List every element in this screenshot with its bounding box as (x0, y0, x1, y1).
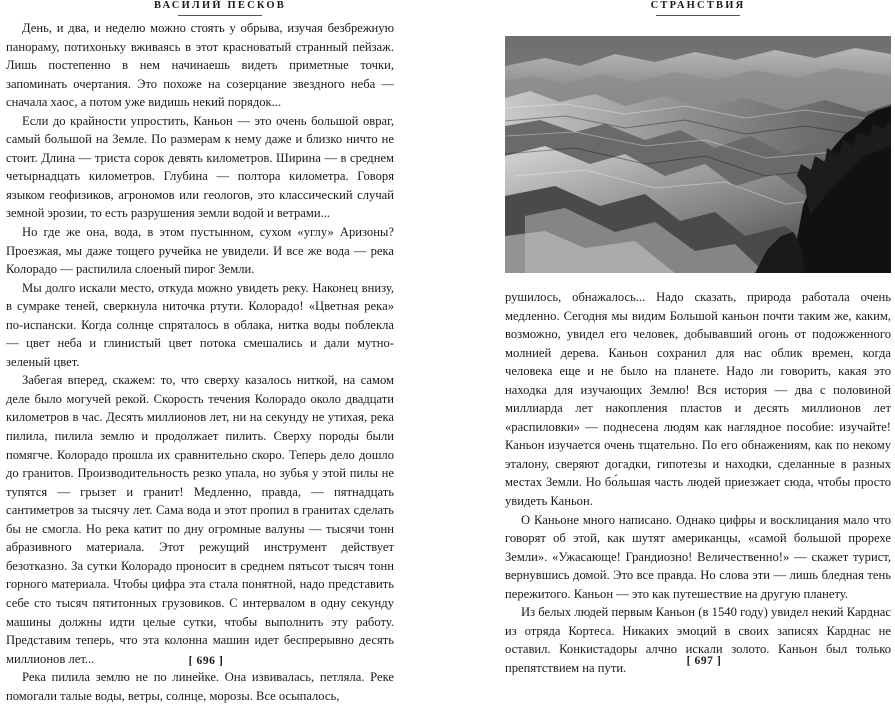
paragraph: О Каньоне много написано. Однако цифры и восклицания мало что говорят об этой, как шутят американцы, «самой большой прорехе Земли». «Ужасающе! Грандиозно! Величественно!» — скажет турист, вернувшись домой. Это все правда. Но слова эти — лишь бледная тень пережитого. Каньон — это как путешествие на другую планету. (505, 512, 891, 601)
paragraph: Река пилила землю не по линейке. Она извивалась, петляла. Реке помогали талые воды, ветры, солнце, морозы. Все осыпалось, (6, 670, 394, 703)
running-head-rule (656, 15, 740, 16)
running-head-text: ВАСИЛИЙ ПЕСКОВ (153, 0, 286, 11)
page-number: [ 696 ] (188, 655, 224, 667)
paragraph: рушилось, обнажалось... Надо сказать, природа работала очень медленно. Сегодня мы видим Большой каньон почти таким же, каким, возможно, увидел его человек, добывавший огонь от подожженного молнией дерева. Каньон сохранил для нас облик времен, когда человека еще и не было на планете. Надо ли говорить, какая это находка для изучающих Землю! Вся история — два с половиной миллиарда лет накопления пластов и десять миллионов лет «распиловки» — поднесена людям как наглядное пособие: изучайте! Каньон изучается очень тщательно. По его обнажениям, как по некому эталону, сверяют догадки, гипотезы и находки, сделанные в разных местах Земли. Но бо́льшая часть людей приезжает сюда, чтобы просто увидеть Каньон. (505, 290, 891, 509)
left-page-text (6, 19, 394, 705)
page-number: [ 697 ] (686, 655, 722, 667)
running-head-section (505, 0, 891, 14)
paragraph: Забегая вперед, скажем: то, что сверху казалось ниткой, на самом деле было могучей рекой. Скорость течения Колорадо около двадцати километров в час. Десять миллионов лет, ни на секунду не утихая, река пилила, пилила землю и продолжает пилить. Сверху породы были помягче. Колорадо прошла их сравнительно скоро. Теперь дело дошло до гранитов. Производительность резко упала, но зубья у этой пилы не тупятся — грызет и гранит! Медленно, правда, — пятнадцать сантиметров за тысячу лет. Сама вода и этот пропил в гранитах сделать бы не смогла. Но река катит по дну огромные валуны — тысячи тонн абразивного материала. Этот режущий инструмент действует безотказно. За сутки Колорадо проносит в среднем пятьсот тысяч тонн горного материала. Чтобы цифра эта стала понятной, надо представить себе сто тысяч пятитонных грузовиков. С интервалом в одну секунду машины должны идти целые сутки, чтобы выполнить эту работу. Представим теперь, что эта колонна машин идет беспрерывно десять миллионов лет... (6, 373, 394, 666)
paragraph: День, и два, и неделю можно стоять у обрыва, изучая безбрежную панораму, потихоньку вживаясь в этот красноватый странный пейзаж. Лишь постепенно в нем начинаешь видеть приметные точки, запоминать очертания. Это похоже на созерцание звездного неба — сначала хаос, а потом уже видишь некий порядок... (6, 21, 394, 110)
running-head-author (20, 0, 420, 14)
right-page-text (505, 288, 891, 677)
running-head-rule (178, 15, 262, 16)
left-page (0, 0, 448, 703)
paragraph: Мы долго искали место, откуда можно увидеть реку. Наконец внизу, в сумраке теней, сверкнула ниточка ртути. Колорадо! «Цветная река» по-испански. Когда солнце спряталось в облака, нитка воды поблекла — цвет неба и глинистый цвет потока смешались и дали мутно-зеленый цвет. (6, 280, 394, 369)
paragraph: Если до крайности упростить, Каньон — это очень большой овраг, самый большой на Земле. По размерам к нему даже и близко ничто не стоит. Длина — триста сорок девять километров. Ширина — в среднем четырнадцать километров. Глубина — полтора километра. Говоря языком геофизиков, агрономов или геологов, это классический случай земной эрозии, то есть разрушения земли водой и ветрами... (6, 113, 394, 221)
canyon-photo (505, 36, 891, 273)
canyon-photo-image (505, 36, 891, 273)
paragraph: Но где же она, вода, в этом пустынном, сухом «углу» Аризоны? Проезжая, мы даже тощего ручейка не увидели. И все же вода — река Колорадо — распилила слоеный пирог Земли. (6, 225, 394, 277)
running-head-text: СТРАНСТВИЯ (650, 0, 746, 11)
right-page (448, 0, 895, 675)
paragraph: Из белых людей первым Каньон (в 1540 году) увидел некий Карднас из отряда Кортеса. Никаких эмоций в своих записях Карднас не оставил. Конкистадоры алчно искали золото. Каньон был только препятствием на пути. (505, 605, 891, 675)
